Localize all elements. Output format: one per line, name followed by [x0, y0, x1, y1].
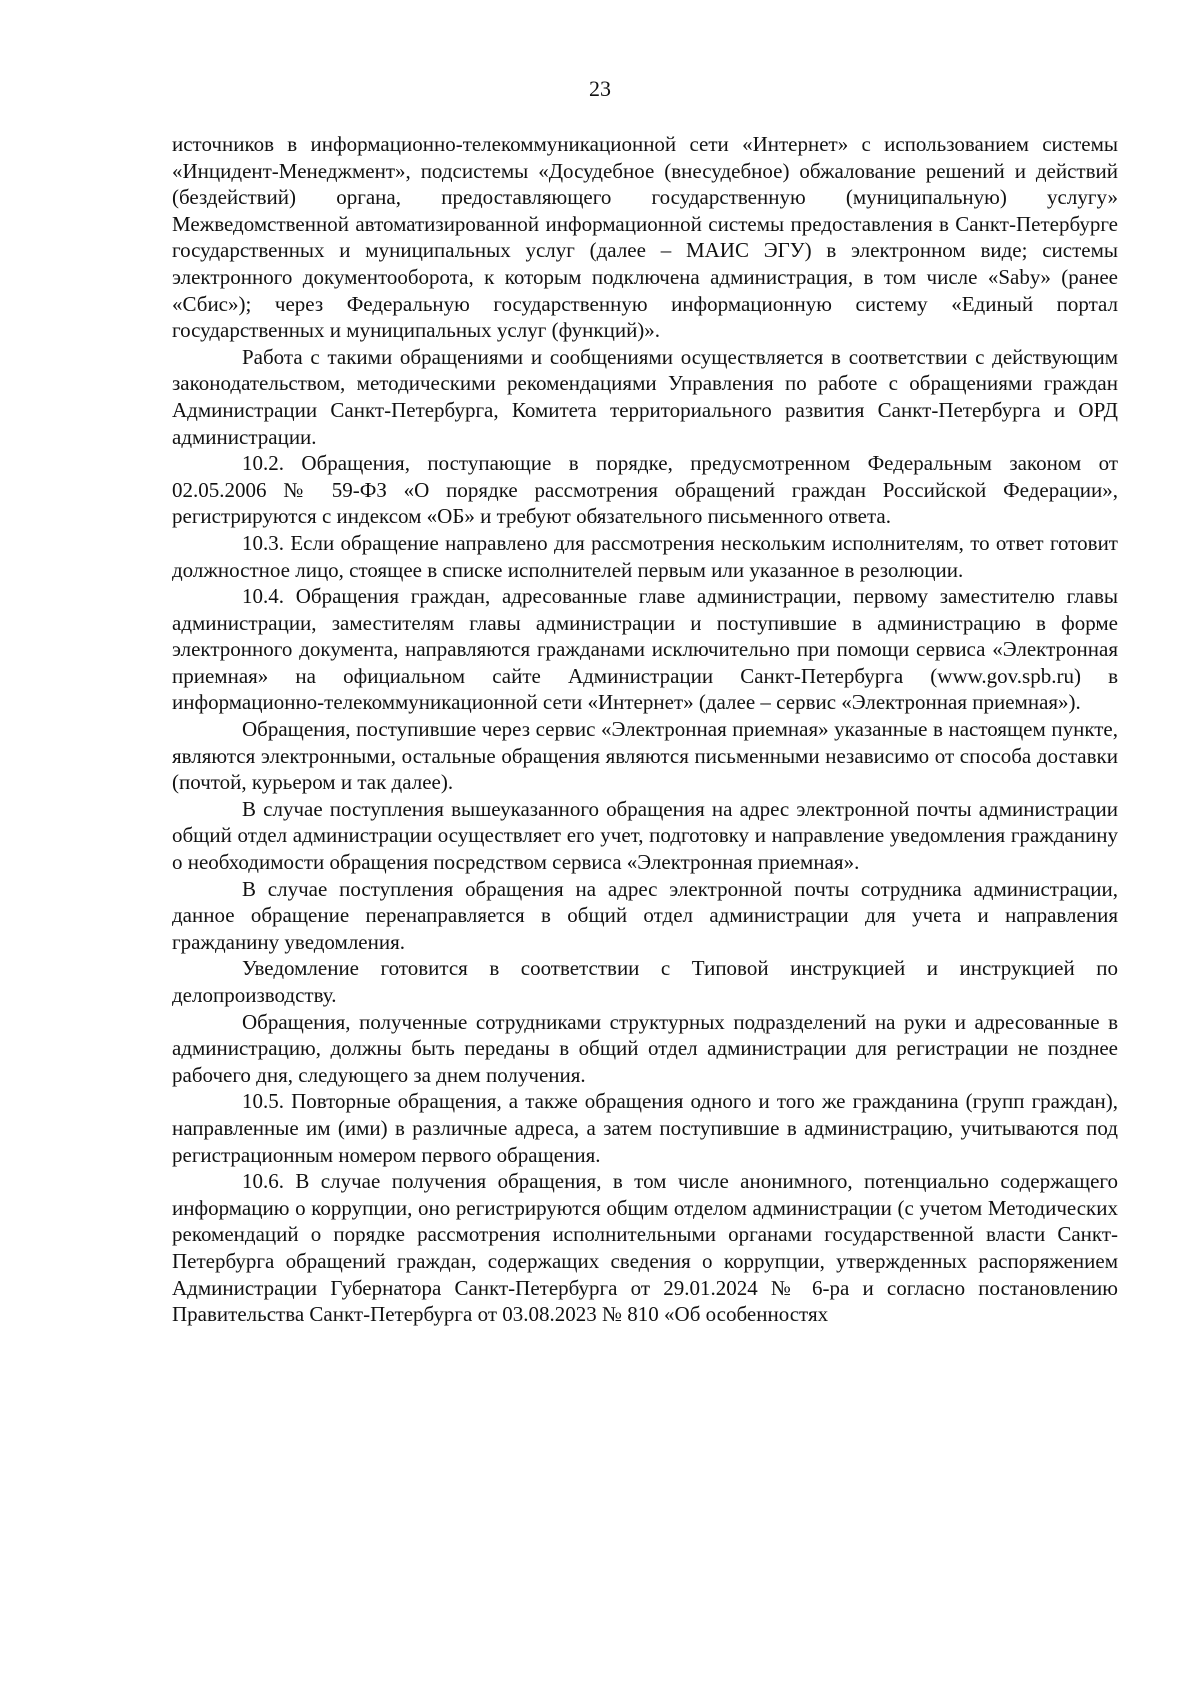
paragraph: Работа с такими обращениями и сообщениями осуществляется в соответствии с действующим законодательством, методическими рекомендациями Управления по работе с обращениями граждан Администрации Санкт-Петербурга, Комитета территориального развития Санкт-Петербурга и ОРД администрации.	[172, 344, 1118, 449]
document-body	[172, 131, 1118, 1328]
page-number: 23	[589, 76, 611, 101]
paragraph-10-3: 10.3. Если обращение направлено для рассмотрения нескольким исполнителям, то ответ готовит должностное лицо, стоящее в списке исполнителей первым или указанное в резолюции.	[172, 530, 1118, 582]
paragraph-10-4: 10.4. Обращения граждан, адресованные главе администрации, первому заместителю главы администрации, заместителям главы администрации и поступившие в администрацию в форме электронного документа, направляются гражданами исключительно при помощи сервиса «Электронная приемная» на официальном сайте Администрации Санкт-Петербурга (www.gov.spb.ru) в информационно-телекоммуникационной сети «Интернет» (далее – сервис «Электронная приемная»).	[172, 584, 1118, 715]
paragraph-10-5: 10.5. Повторные обращения, а также обращения одного и того же гражданина (групп граждан), направленные им (ими) в различные адреса, а затем поступившие в администрацию, учитываются под регистрационным номером первого обращения.	[172, 1089, 1118, 1167]
paragraph: Обращения, полученные сотрудниками структурных подразделений на руки и адресованные в администрацию, должны быть переданы в общий отдел администрации для регистрации не позднее рабочего дня, следующего за днем получения.	[172, 1009, 1118, 1087]
paragraph-10-2: 10.2. Обращения, поступающие в порядке, предусмотренном Федеральным законом от 02.05.2006 № 59-ФЗ «О порядке рассмотрения обращений граждан Российской Федерации», регистрируются с индексом «ОБ» и требуют обязательного письменного ответа.	[172, 451, 1118, 529]
paragraph-10-6: 10.6. В случае получения обращения, в том числе анонимного, потенциально содержащего информацию о коррупции, оно регистрируются общим отделом администрации (с учетом Методических рекомендаций о порядке рассмотрения исполнительными органами государственной власти Санкт-Петербурга обращений граждан, содержащих сведения о коррупции, утвержденных распоряжением Администрации Губернатора Санкт-Петербурга от 29.01.2024 № 6-ра и согласно постановлению Правительства Санкт-Петербурга от 03.08.2023 № 810 «Об особенностях	[172, 1169, 1118, 1327]
paragraph: В случае поступления обращения на адрес электронной почты сотрудника администрации, данное обращение перенаправляется в общий отдел администрации для учета и направления гражданину уведомления.	[172, 876, 1118, 954]
paragraph-continuation: источников в информационно-телекоммуникационной сети «Интернет» с использованием системы «Инцидент-Менеджмент», подсистемы «Досудебное (внесудебное) обжалование решений и действий (бездействий) органа, предоставляющего государственную (муниципальную) услугу» Межведомственной автоматизированной информационной системы предоставления в Санкт-Петербурге государственных и муниципальных услуг (далее – МАИС ЭГУ) в электронном виде; системы электронного документооборота, к которым подключена администрация, в том числе «Saby» (ранее «Сбис»); через Федеральную государственную информационную систему «Единый портал государственных и муниципальных услуг (функций)».	[172, 132, 1118, 343]
paragraph: Уведомление готовится в соответствии с Типовой инструкцией и инструкцией по делопроизводству.	[172, 956, 1118, 1007]
paragraph: Обращения, поступившие через сервис «Электронная приемная» указанные в настоящем пункте, являются электронными, остальные обращения являются письменными независимо от способа доставки (почтой, курьером и так далее).	[172, 717, 1118, 795]
paragraph: В случае поступления вышеуказанного обращения на адрес электронной почты администрации общий отдел администрации осуществляет его учет, подготовку и направление уведомления гражданину о необходимости обращения посредством сервиса «Электронная приемная».	[172, 796, 1118, 875]
